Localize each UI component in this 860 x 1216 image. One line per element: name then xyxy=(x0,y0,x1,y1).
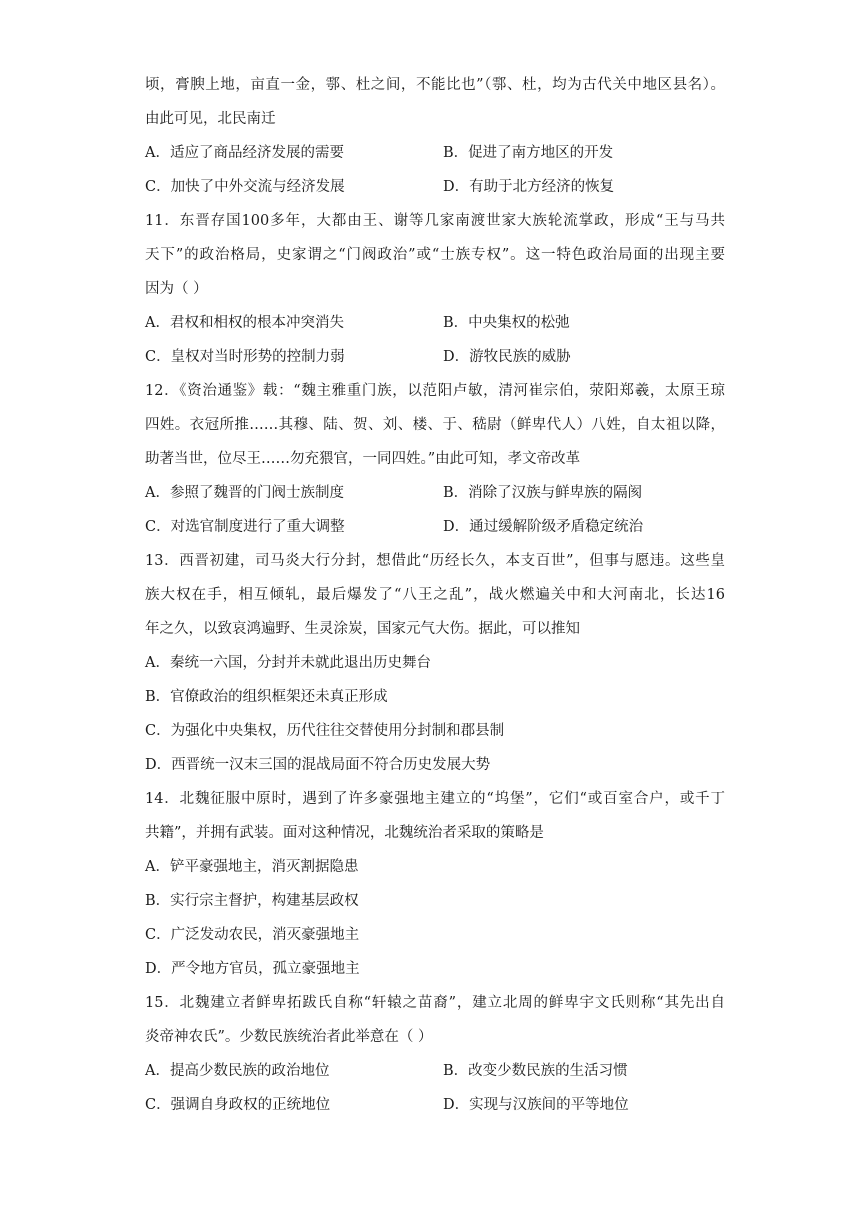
stem-line: 13．西晋初建，司马炎大行分封，想借此“历经长久，本支百世”，但事与愿违。这些皇 xyxy=(145,553,725,569)
option-row xyxy=(145,340,725,374)
stem-line: 年之久，以致哀鸿遍野、生灵涂炭，国家元气大伤。据此，可以推知 xyxy=(145,621,580,637)
option-d: D．实现与汉族间的平等地位 xyxy=(443,1097,629,1113)
question-10-continued xyxy=(145,68,725,204)
option-a: A．提高少数民族的政治地位 xyxy=(145,1063,330,1079)
question-12 xyxy=(145,374,725,544)
stem-line: 由此可见，北民南迁 xyxy=(145,111,276,127)
option-d: D．严令地方官员，孤立豪强地主 xyxy=(145,961,360,977)
option-b: B．官僚政治的组织框架还未真正形成 xyxy=(145,689,388,705)
option-b: B．消除了汉族与鲜卑族的隔阂 xyxy=(443,485,643,501)
option-c: C．加快了中外交流与经济发展 xyxy=(145,179,345,195)
option-d: D．有助于北方经济的恢复 xyxy=(443,179,615,195)
stem-line: 15．北魏建立者鲜卑拓跋氏自称“轩辕之苗裔”，建立北周的鲜卑宇文氏则称“其先出自 xyxy=(145,995,725,1011)
option-row xyxy=(145,952,725,986)
option-a: A．君权和相权的根本冲突消失 xyxy=(145,315,344,331)
option-c: C．皇权对当时形势的控制力弱 xyxy=(145,349,345,365)
question-15 xyxy=(145,986,725,1122)
option-row xyxy=(145,748,725,782)
option-a: A．参照了魏晋的门阀士族制度 xyxy=(145,485,344,501)
stem-line: 助著当世，位尽王……勿充猥官，一同四姓。”由此可知，孝文帝改革 xyxy=(145,451,581,467)
stem-line: 族大权在手，相互倾轧，最后爆发了“八王之乱”，战火燃遍关中和大河南北，长达16 xyxy=(145,587,725,603)
option-c: C．对选官制度进行了重大调整 xyxy=(145,519,345,535)
option-b: B．促进了南方地区的开发 xyxy=(443,145,614,161)
question-11 xyxy=(145,204,725,374)
option-row xyxy=(145,476,725,510)
option-row xyxy=(145,1054,725,1088)
question-13 xyxy=(145,544,725,782)
stem-line: 因为（ ） xyxy=(145,281,208,297)
option-b: B．中央集权的松弛 xyxy=(443,315,570,331)
option-row xyxy=(145,306,725,340)
stem-line: 炎帝神农氏”。少数民族统治者此举意在（ ） xyxy=(145,1029,433,1045)
option-row xyxy=(145,850,725,884)
option-a: A．秦统一六国，分封并未就此退出历史舞台 xyxy=(145,655,431,671)
exam-page xyxy=(145,68,725,1122)
option-d: D．通过缓解阶级矛盾稳定统治 xyxy=(443,519,644,535)
option-row xyxy=(145,714,725,748)
option-c: C．为强化中央集权，历代往往交替使用分封制和郡县制 xyxy=(145,723,505,739)
option-c: C．强调自身政权的正统地位 xyxy=(145,1097,331,1113)
stem-line: 天下”的政治格局，史家谓之“门阀政治”或“士族专权”。这一特色政治局面的出现主要 xyxy=(145,247,725,263)
stem-line: 11．东晋存国100多年，大都由王、谢等几家南渡世家大族轮流掌政，形成“王与马共 xyxy=(145,213,725,229)
option-row xyxy=(145,136,725,170)
option-c: C．广泛发动农民，消灭豪强地主 xyxy=(145,927,360,943)
stem-line: 顷，膏腴上地，亩直一金，鄠、杜之间，不能比也”（鄠、杜，均为古代关中地区县名）。 xyxy=(145,77,725,93)
option-d: D．西晋统一汉末三国的混战局面不符合历史发展大势 xyxy=(145,757,491,773)
option-b: B．实行宗主督护，构建基层政权 xyxy=(145,893,359,909)
option-row xyxy=(145,170,725,204)
option-row xyxy=(145,1088,725,1122)
stem-line: 四姓。衣冠所推……其穆、陆、贺、刘、楼、于、嵇尉（鲜卑代人）八姓，自太祖以降， xyxy=(145,417,725,433)
option-row xyxy=(145,918,725,952)
option-row xyxy=(145,884,725,918)
stem-line: 12．《资治通鉴》载：“魏主雅重门族，以范阳卢敏，清河崔宗伯，荥阳郑羲，太原王琼 xyxy=(145,383,725,399)
option-a: A．适应了商品经济发展的需要 xyxy=(145,145,344,161)
option-d: D．游牧民族的威胁 xyxy=(443,349,571,365)
option-row xyxy=(145,680,725,714)
option-a: A．铲平豪强地主，消灭割据隐患 xyxy=(145,859,359,875)
option-row xyxy=(145,510,725,544)
stem-line: 共籍”，并拥有武装。面对这种情况，北魏统治者采取的策略是 xyxy=(145,825,544,841)
option-row xyxy=(145,646,725,680)
stem-line: 14．北魏征服中原时，遇到了许多豪强地主建立的“坞堡”，它们“或百室合户，或千丁 xyxy=(145,791,725,807)
option-b: B．改变少数民族的生活习惯 xyxy=(443,1063,628,1079)
question-14 xyxy=(145,782,725,986)
